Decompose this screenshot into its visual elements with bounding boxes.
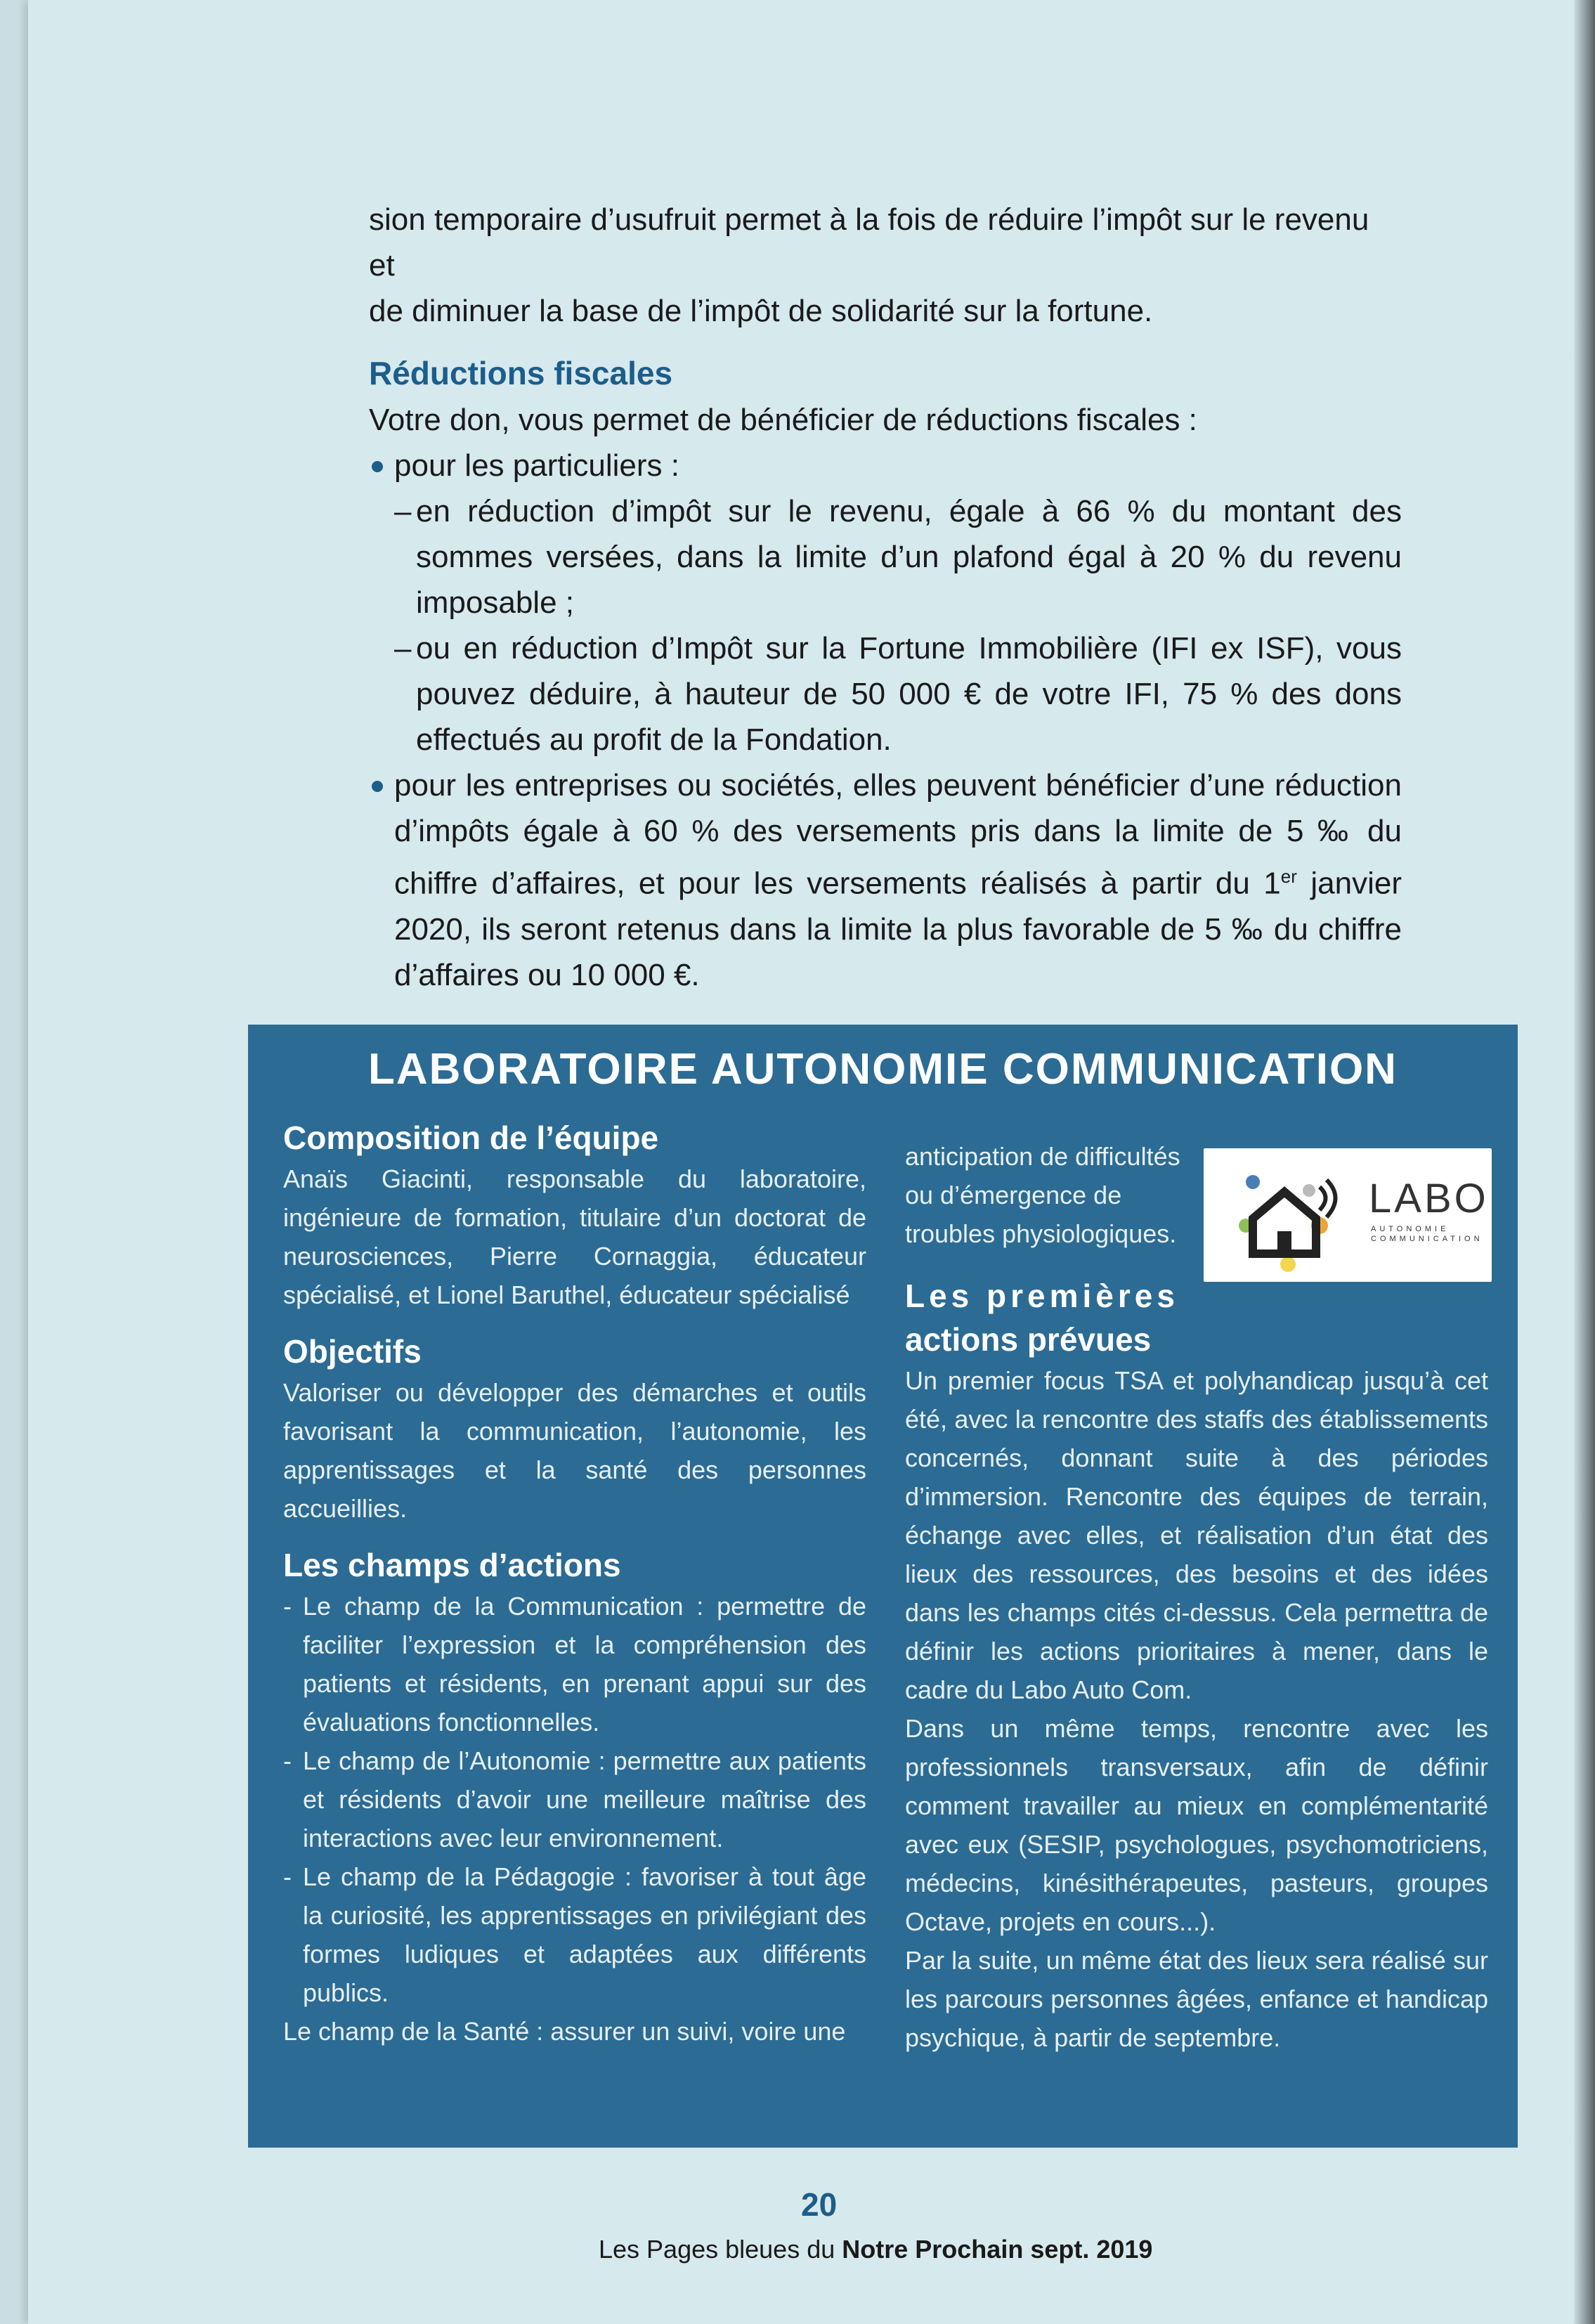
dash-marker: - <box>283 1862 292 1891</box>
intro-line-1: sion temporaire d’usufruit permet à la fois de réduire l’impôt sur le revenu et <box>369 202 1369 283</box>
dash-impot-revenu-text: en réduction d’impôt sur le revenu, égale à 66 % du montant des sommes versées, dans la limite d’un plafond égal à 20 % du revenu imposable ; <box>416 494 1402 620</box>
actions-paragraph-1: Un premier focus TSA et polyhandicap jusqu’à cet été, avec la rencontre des staffs des établissements concernés, donnant suite à des périodes d’immersion. Rencontre des équipes de terrain, échange avec elles, et réalisation d’un état des lieux des ressources, des besoins et des idées dans les champs cités ci-dessus. Cela permettra de définir les actions prioritaires à mener, dans le cadre du Labo Auto Com. <box>905 1366 1488 1704</box>
house-icon <box>1204 1148 1365 1282</box>
champs-heading: Les champs d’actions <box>283 1547 621 1583</box>
dash-ifi <box>369 625 1402 762</box>
composition-heading: Composition de l’équipe <box>283 1119 659 1156</box>
intro-line-2: de diminuer la base de l’impôt de solidarité sur la fortune. <box>369 294 1153 328</box>
champ-communication <box>283 1587 866 1741</box>
page <box>28 0 1574 2324</box>
entreprises-text-a: pour les entreprises ou sociétés, elles peuvent bénéficier d’une réduction d’impôts égale à 60 % des versements pris dans la limite de 5 ‰ du chiffre d’affaires, et pour les versements réalisés à partir du 1 <box>394 768 1402 901</box>
reductions-heading: Réductions fiscales <box>369 355 673 391</box>
article-text <box>369 197 1402 998</box>
labo-box <box>248 1025 1518 2148</box>
champ-pedagogie-text: Le champ de la Pédagogie : favoriser à tout âge la curiosité, les apprentissages en privilégiant des formes ludiques et adaptées aux différents publics. <box>303 1862 866 2007</box>
champ-communication-text: Le champ de la Communication : permettre de faciliter l’expression et la compréhension des patients et résidents, en prenant appui sur des évaluations fonctionnelles. <box>303 1592 866 1736</box>
labo-title: LABORATOIRE AUTONOMIE COMMUNICATION <box>368 1045 1398 1093</box>
dash-marker: - <box>283 1746 292 1775</box>
actions-paragraph-2: Dans un même temps, rencontre avec les professionnels transversaux, afin de définir comment travailler au mieux en complémentarité avec eux (SESIP, psychologues, psychomotriciens, médecins, kinésithérapeutes, pasteurs, groupes Octave, projets en cours...). <box>905 1714 1488 1936</box>
entreprises-sup: er <box>1280 866 1297 887</box>
page-edge-shadow <box>1574 0 1595 2324</box>
reductions-lead: Votre don, vous permet de bénéficier de réductions fiscales : <box>369 403 1197 437</box>
dash-impot-revenu <box>369 488 1402 625</box>
actions-heading-1: Les premières <box>905 1278 1179 1314</box>
composition-text: Anaïs Giacinti, responsable du laboratoire, ingénieure de formation, titulaire d’un doctorat de neurosciences, Pierre Cornaggia, éducateur spécialisé, et Lionel Baruthel, éducateur spécialisé <box>283 1164 866 1309</box>
logo-subtext: AUTONOMIE COMMUNICATION <box>1371 1225 1483 1243</box>
labo-logo <box>1204 1148 1492 1282</box>
entreprises-text-b: janvier 2020, ils seront retenus dans la limite la plus favorable de 5 ‰ du chiffre d’affaires ou 10 000 €. <box>394 866 1402 992</box>
bullet-entreprises <box>369 762 1402 998</box>
actions-paragraph-3: Par la suite, un même état des lieux sera réalisé sur les parcours personnes âgées, enfance et handicap psychique, à partir de septembre. <box>905 1946 1488 2052</box>
bullet-particuliers: pour les particuliers : <box>369 443 1402 488</box>
dash-marker: – <box>394 494 412 528</box>
dash-ifi-text: ou en réduction d’Impôt sur la Fortune Immobilière (IFI ex ISF), vous pouvez déduire, à hauteur de 50 000 € de votre IFI, 75 % des dons effectués au profit de la Fondation. <box>416 631 1402 757</box>
dash-marker: – <box>394 631 412 666</box>
footer-caption <box>599 2235 1152 2264</box>
champ-sante: Le champ de la Santé : assurer un suivi, voire une <box>283 2017 846 2046</box>
objectifs-text: Valoriser ou développer des démarches et outils favorisant la communication, l’autonomie, les apprentissages et la santé des personnes accueillies. <box>283 1378 866 1523</box>
labo-left-column <box>283 1116 866 2051</box>
page-number: 20 <box>801 2186 838 2223</box>
champ-autonomie-text: Le champ de l’Autonomie : permettre aux patients et résidents d’avoir une meilleure maîtrise des interactions avec leur environnement. <box>303 1746 866 1852</box>
dash-marker: - <box>283 1592 292 1621</box>
objectifs-heading: Objectifs <box>283 1333 422 1370</box>
footer-publication: Notre Prochain sept. 2019 <box>842 2235 1153 2264</box>
champ-pedagogie <box>283 1857 866 2012</box>
right-intro: anticipation de difficultés ou d’émergence de troubles physiologiques. <box>905 1142 1180 1248</box>
logo-text: LABO <box>1369 1176 1489 1221</box>
footer-prefix: Les Pages bleues du <box>599 2235 842 2264</box>
actions-heading-2: actions prévues <box>905 1321 1152 1358</box>
champ-autonomie <box>283 1741 866 1857</box>
